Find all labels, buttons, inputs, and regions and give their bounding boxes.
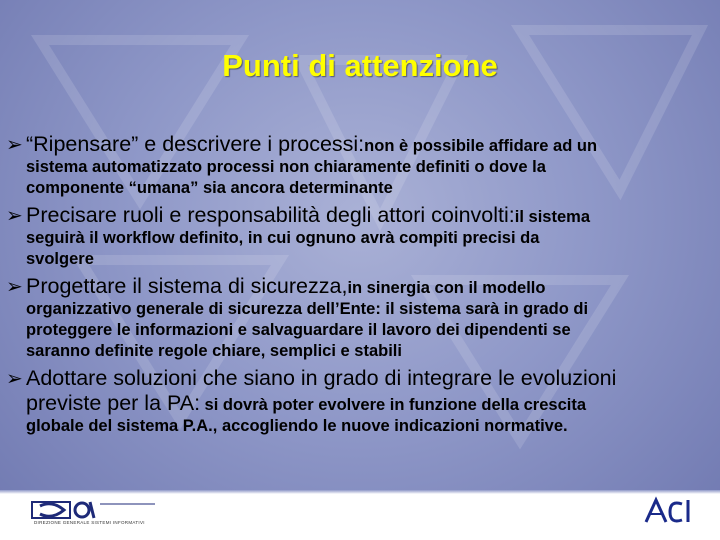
bullet-lead: “Ripensare” e descrivere i processi: xyxy=(26,132,365,156)
bullet-continuation: proteggere le informazioni e salvaguardare il lavoro dei dipendenti se xyxy=(26,321,571,339)
bullet-lead: Adottare soluzioni che siano in grado di integrare le evoluzioni xyxy=(26,366,617,390)
bullet-detail: non è possibile affidare ad un xyxy=(364,137,598,155)
bullet-lead: Precisare ruoli e responsabilità degli attori coinvolti: xyxy=(26,203,515,227)
footer-bar xyxy=(0,490,720,540)
slide-title: Punti di attenzione xyxy=(222,48,498,83)
aci-logo-icon xyxy=(644,496,694,526)
bullet-detail: il sistema xyxy=(514,208,590,226)
bullet-continuation: organizzativo generale di sicurezza dell’Ente: il sistema sarà in grado di xyxy=(26,300,589,318)
arrow-bullet-icon: ➢ xyxy=(6,134,23,156)
bullet-item xyxy=(6,132,712,199)
bullet-continuation: seguirà il workflow definito, in cui ognuno avrà compiti precisi da xyxy=(26,229,540,247)
bullet-list xyxy=(6,132,712,441)
bullet-continuation: svolgere xyxy=(26,250,94,268)
bullet-continuation: componente “umana” sia ancora determinante xyxy=(26,179,393,197)
bullet-item xyxy=(6,274,712,362)
bullet-continuation: saranno definite regole chiare, semplici e stabili xyxy=(26,342,402,360)
bullet-detail: si dovrà poter evolvere in funzione della crescita xyxy=(204,396,586,414)
bullet-item xyxy=(6,203,712,270)
bullet-continuation: sistema automatizzato processi non chiaramente definiti o dove la xyxy=(26,158,546,176)
bullet-item xyxy=(6,366,712,437)
bullet-continuation: globale del sistema P.A., accogliendo le nuove indicazioni normative. xyxy=(26,417,568,435)
dgsi-logo-caption: DIREZIONE GENERALE SISTEMI INFORMATIVI xyxy=(34,520,145,525)
bullet-lead-line2: previste per la PA: xyxy=(26,391,201,415)
arrow-bullet-icon: ➢ xyxy=(6,205,23,227)
bullet-detail: in sinergia con il modello xyxy=(347,279,546,297)
dgsi-logo-icon xyxy=(30,498,160,522)
bullet-lead: Progettare il sistema di sicurezza, xyxy=(26,274,348,298)
arrow-bullet-icon: ➢ xyxy=(6,368,23,390)
arrow-bullet-icon: ➢ xyxy=(6,276,23,298)
